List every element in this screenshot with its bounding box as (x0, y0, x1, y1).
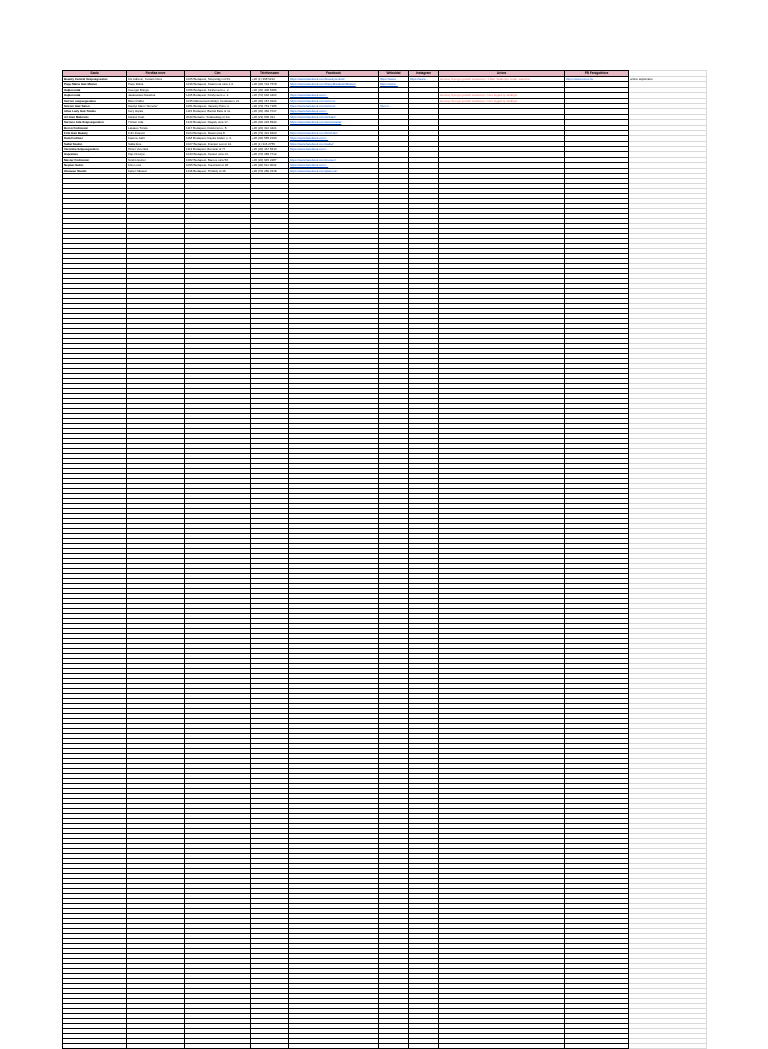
table-cell[interactable]: Papp Mária Hair Master (63, 82, 127, 87)
empty-cell[interactable] (439, 1044, 565, 1049)
table-cell[interactable]: Art Hair Makovits (63, 114, 127, 119)
table-cell[interactable]: https://www.facebook.com/... (289, 109, 379, 114)
empty-cell[interactable] (289, 1044, 379, 1049)
table-cell[interactable]: Papp Mária (127, 82, 185, 87)
table-cell[interactable]: +36 (23) 506 321 (251, 114, 289, 119)
table-cell[interactable]: Borsó Fodrászat (63, 125, 127, 130)
table-cell[interactable]: +36 (30) 447 5610 (251, 147, 289, 152)
empty-cell[interactable] (251, 1044, 289, 1049)
table-cell[interactable]: Pintér Veronika (127, 147, 185, 152)
table-cell[interactable]: 1027 Budapest, Frankel Leó út 12. (185, 141, 251, 146)
table-cell[interactable]: https://www.facebook.com/szirom/ (289, 103, 379, 108)
column-header[interactable]: Instagram (409, 71, 439, 77)
table-cell[interactable]: 1082 Budapest, Baross utca 58. (185, 157, 251, 162)
table-cell[interactable]: Pap Orsolya (127, 152, 185, 157)
table-cell[interactable]: Mester Fodrászat (63, 157, 127, 162)
table-cell[interactable]: Sallai Éva (127, 141, 185, 146)
table-cell[interactable]: +36 (20) 945 2287 (251, 157, 289, 162)
side-note-cell[interactable]: online teljoferleto (629, 77, 707, 82)
table-cell[interactable]: Kárasz Kató (127, 114, 185, 119)
table-cell[interactable]: https://www.facebook.com/ArtHair/ (289, 114, 379, 119)
table-cell[interactable]: https://www.facebook.com/mester/ (289, 157, 379, 162)
table-cell[interactable]: Neptun Salon (63, 163, 127, 168)
spreadsheet-table (62, 70, 707, 1049)
table-cell[interactable]: Katona Judit (127, 136, 185, 141)
table-cell[interactable]: https://www.szerv.hu (565, 77, 629, 82)
table-cell[interactable]: Hajvarázs (63, 152, 127, 157)
table-cell[interactable]: https://www.facebook.com/sallai/ (289, 141, 379, 146)
table-cell[interactable]: Kiss Luca (127, 163, 185, 168)
table-cell[interactable]: +36 (30) 555 2190 (251, 136, 289, 141)
table-cell[interactable]: Karolyi Mann "Emerle" (127, 103, 185, 108)
table-cell[interactable]: 1117 Budapest, Kökörcsin u. 8. (185, 125, 251, 130)
table-cell[interactable]: Lakatos Tünde (127, 125, 185, 130)
table-cell[interactable]: https://www.facebook.com/FritzHair/ (289, 130, 379, 135)
table-cell[interactable]: 1146 Budapest, Thököly út 46. (185, 168, 251, 173)
table-cell[interactable]: Beauty Central Szépségszalon (63, 77, 127, 82)
empty-cell[interactable] (127, 1044, 185, 1049)
table-cell[interactable]: https://... (379, 103, 409, 108)
empty-cell[interactable] (379, 1044, 409, 1049)
table-cell[interactable]: Bánvi Kálbó (127, 98, 185, 103)
table-cell[interactable]: +36 (30) 218 8940 (251, 120, 289, 125)
table-cell[interactable]: Hajkoronák (63, 93, 127, 98)
empty-cell[interactable] (63, 1044, 127, 1049)
table-cell[interactable]: 1024 Budapest, Retek utca 8. (185, 130, 251, 135)
table-cell[interactable]: 1095 Budapest, Soroksári út 28. (185, 163, 251, 168)
table-cell[interactable]: +36 (30) 406 5486 (251, 87, 289, 92)
table-cell[interactable]: +36 (30) 724 7578 (251, 82, 289, 87)
column-header[interactable]: Ar/ora (439, 71, 565, 77)
table-cell[interactable]: +36 (70) 389 7712 (251, 152, 289, 157)
empty-cell[interactable] (185, 1044, 251, 1049)
table-cell[interactable]: +36 (70) 761 7186 (251, 103, 289, 108)
table-cell[interactable]: Szabó Eszter (127, 157, 185, 162)
table-cell[interactable]: Hennay Syingyi gönddr workshop / lmm fogjad ój mkdfigér (439, 98, 565, 103)
table-cell[interactable]: Kéry Harka (127, 109, 185, 114)
table-cell[interactable]: https://www.facebook.com/PappMariaHairMaster/ (289, 82, 379, 87)
column-header[interactable]: Cim (185, 71, 251, 77)
column-header[interactable]: Telefonszam (251, 71, 289, 77)
table-cell[interactable]: +36 (70) 618 4404 (251, 93, 289, 98)
table-cell[interactable]: https://www.facebook.com/sarmosada/ (289, 120, 379, 125)
table-cell[interactable]: https://www.facebook.com/... (289, 163, 379, 168)
table-cell[interactable]: 1056 Budapest, Királymezö u. 2. (185, 87, 251, 92)
table-cell[interactable]: Szirom szépségszalon (63, 98, 127, 103)
table-cell[interactable]: Glamour Studio (63, 168, 127, 173)
table-cell[interactable]: 1118 Budapest, Dayka Gábor u. 3. (185, 136, 251, 141)
table-cell[interactable]: Sallai Szalon (63, 141, 127, 146)
table-cell[interactable]: https://www.facebook.com/glamour/ (289, 168, 379, 173)
table-cell[interactable]: +36 (30) 167 9243 (251, 98, 289, 103)
table-cell[interactable]: https://www.facebook.com/szirom/ (289, 98, 379, 103)
table-cell[interactable]: +36 (70) 431 6620 (251, 130, 289, 135)
column-header[interactable]: Szalo (63, 71, 127, 77)
table-cell[interactable]: 1061 Budapest, Vasváry Pál u.4. (185, 103, 251, 108)
table-cell[interactable]: Csengel Bringa (127, 87, 185, 92)
table-cell[interactable]: +36 (30) 611 0042 (251, 163, 289, 168)
table-cell[interactable]: 1043 Budapest, Tavasz utca 14. (185, 152, 251, 157)
column-header[interactable]: Facebook (289, 71, 379, 77)
empty-cell[interactable] (629, 1044, 707, 1049)
table-cell[interactable]: https://www.facebook.com/... (289, 147, 379, 152)
table-cell[interactable]: Szirom Hair Salon (63, 103, 127, 108)
table-cell[interactable]: https://www.facebook.com/... (289, 93, 379, 98)
table-cell[interactable]: +36 (30) 466 7017 (251, 109, 289, 114)
table-cell[interactable]: Hennay Syingyi gönddr workshop / lmm fogjad ój mkdfigér (439, 93, 565, 98)
table-cell[interactable]: Hajkoronák (63, 87, 127, 92)
table-cell[interactable]: Kis Adrienn, Kovács Dóra (127, 77, 185, 82)
column-header[interactable]: FB Fanigobfora (565, 71, 629, 77)
table-cell[interactable]: +36 (20) 312 4421 (251, 125, 289, 130)
table-cell[interactable]: Fritz Zsanett (127, 130, 185, 135)
empty-cell[interactable] (565, 1044, 629, 1049)
table-cell[interactable]: 1036 Budapest, Kiskorona utca 1-3. (185, 82, 251, 87)
empty-cell[interactable] (409, 1044, 439, 1049)
empty-row[interactable] (63, 1044, 707, 1049)
table-cell[interactable]: https://www... (379, 77, 409, 82)
table-cell[interactable]: Tőzsér Ada (127, 120, 185, 125)
table-cell[interactable]: https://www... (379, 82, 409, 87)
table-cell[interactable]: +36 (1) 316 2755 (251, 141, 289, 146)
table-cell[interactable]: 1106 Budapest, Királymezö u. 2. (185, 93, 251, 98)
table-cell[interactable]: Fritz Hair Beauty (63, 130, 127, 135)
table-cell[interactable]: 1115 Budapest, Bartók Béla út 11. (185, 109, 251, 114)
table-cell[interactable]: 1025 Budapest, Szépvölgyi út 54. (185, 77, 251, 82)
table-cell[interactable]: Jaakowska Klaudina (127, 93, 185, 98)
column-header[interactable]: Fordtsa neve (127, 71, 185, 77)
table-cell[interactable]: +36 (1) 398 5212 (251, 77, 289, 82)
table-cell[interactable]: 1113 Budapest, Bocskai út 77. (185, 147, 251, 152)
table-cell[interactable]: 2040 Budaörs, Szabadság út 1/a (185, 114, 251, 119)
table-cell[interactable]: Fehér Nikolett (127, 168, 185, 173)
table-cell[interactable]: Hennay Syingyi gönddr workshop / 1.890, Wakeupp mellé, webshal (439, 77, 565, 82)
table-cell[interactable]: 1133 Budapest, Dagály utca 17. (185, 120, 251, 125)
table-cell[interactable]: Sármos Ada Szépségszalon (63, 120, 127, 125)
table-cell[interactable]: +36 (70) 250 3318 (251, 168, 289, 173)
column-header[interactable]: Weboldal (379, 71, 409, 77)
table-cell[interactable]: Kata Fodrász (63, 136, 127, 141)
table-cell[interactable]: Veronika Szépségszalon (63, 147, 127, 152)
table-cell[interactable]: Atlas Lady Hair Studio (63, 109, 127, 114)
table-cell[interactable]: https://www.facebook.com/beautycentral/ (289, 77, 379, 82)
table-cell[interactable]: https://www... (409, 77, 439, 82)
table-cell[interactable]: 1045 Rákosszentmihályi. Kertteleki u.21 (185, 98, 251, 103)
table-cell[interactable]: https://www.facebook.com/... (289, 136, 379, 141)
